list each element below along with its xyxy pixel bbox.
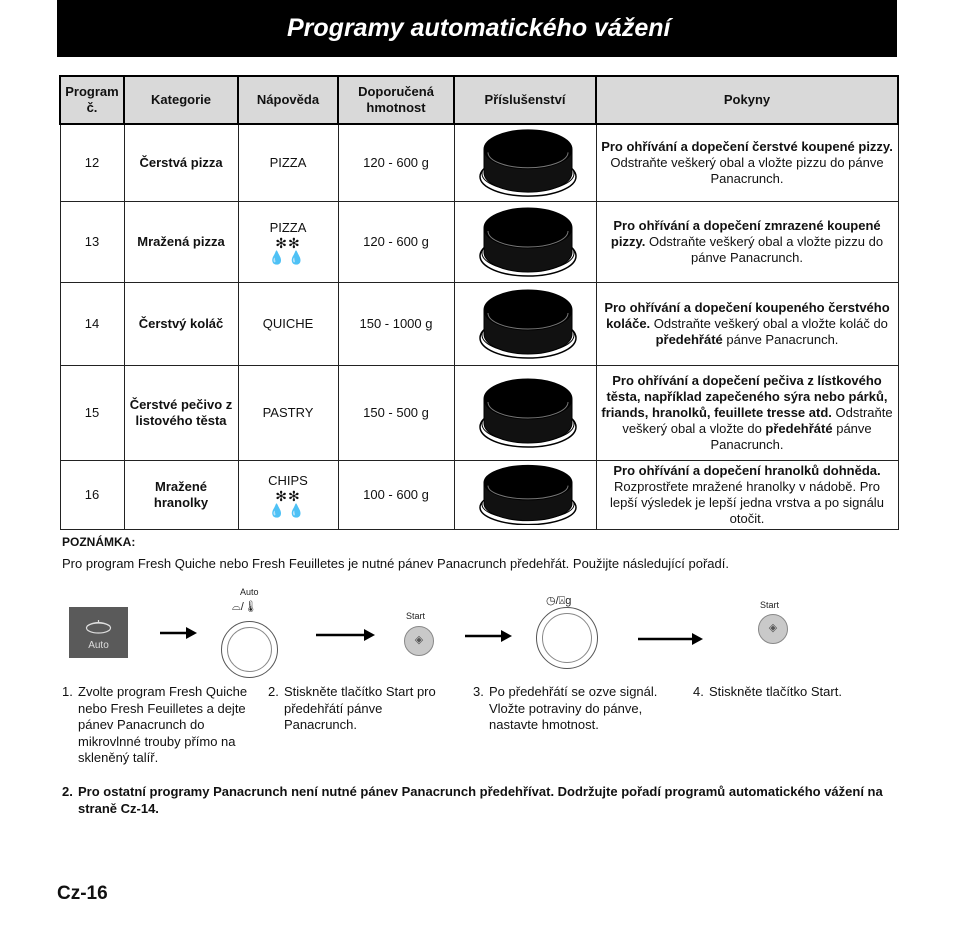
category: Čerstvý koláč bbox=[124, 283, 238, 366]
note-number: 2. bbox=[62, 784, 73, 799]
start-icon: ◈ bbox=[768, 622, 778, 634]
accessory-cell bbox=[454, 124, 596, 202]
dial-knob-right[interactable] bbox=[536, 607, 598, 669]
hint: PASTRY bbox=[238, 366, 338, 461]
weight: 150 - 500 g bbox=[338, 366, 454, 461]
instr-bold: Pro ohřívání a dopečení koupeného čerstvého koláče. bbox=[604, 300, 890, 331]
panacrunch-pan-icon bbox=[458, 461, 598, 525]
snowflake-icon: ✻✻ bbox=[275, 235, 301, 251]
instr-bold: Pro ohřívání a dopečení pečiva z lístkového těsta, například zapečeného sýra nebo párků, friands, hranolků, feuillete tresse atd. bbox=[601, 373, 888, 420]
program-number: 15 bbox=[60, 366, 124, 461]
instructions bbox=[596, 461, 898, 530]
step-number: 4. bbox=[693, 684, 704, 699]
accessory-cell bbox=[454, 366, 596, 461]
arrow-icon bbox=[638, 631, 704, 647]
table-row bbox=[60, 366, 898, 461]
accessory-cell bbox=[454, 283, 596, 366]
header-hint bbox=[238, 76, 338, 124]
category: Mražená pizza bbox=[124, 202, 238, 283]
second-note bbox=[62, 783, 902, 817]
category: Mražené hranolky bbox=[124, 461, 238, 530]
category: Čerstvá pizza bbox=[124, 124, 238, 202]
step-4 bbox=[693, 684, 893, 701]
header-label: Příslušenství bbox=[484, 92, 566, 107]
instr-text: Rozprostřete mražené hranolky v nádobě. Pro lepší výsledek je lepší jedna vrstva a po signálu otočit. bbox=[610, 479, 884, 526]
table-row bbox=[60, 461, 898, 530]
instr-bold: Pro ohřívání a dopečení zmrazené koupené pizzy. bbox=[610, 218, 881, 249]
weight-temp-icon: ⌓/🌡 bbox=[232, 601, 258, 613]
drop-icon: 💧💧 bbox=[268, 503, 308, 518]
program-number: 14 bbox=[60, 283, 124, 366]
hint: PIZZA bbox=[269, 220, 307, 235]
arrow-icon bbox=[465, 628, 513, 644]
arrow-icon bbox=[316, 627, 376, 643]
dial-auto-label: Auto bbox=[240, 587, 259, 597]
step-2 bbox=[268, 684, 458, 734]
table-row bbox=[60, 283, 898, 366]
header-instructions bbox=[596, 76, 898, 124]
program-number: 16 bbox=[60, 461, 124, 530]
weight: 120 - 600 g bbox=[338, 124, 454, 202]
panacrunch-pan-icon bbox=[458, 125, 598, 197]
note-text: Pro ostatní programy Panacrunch není nutné pánev Panacrunch předehřívat. Dodržujte pořadí programů automatického vážení na straně Cz-14. bbox=[78, 784, 883, 816]
step-text: Stiskněte tlačítko Start pro předehřátí pánve Panacrunch. bbox=[284, 684, 436, 732]
step-text: Zvolte program Fresh Quiche nebo Fresh Feuilletes a dejte pánev Panacrunch do mikrovlnné trouby přímo na skleněný talíř. bbox=[78, 684, 248, 765]
dish-icon bbox=[69, 611, 128, 641]
instructions bbox=[596, 202, 898, 283]
hint: PIZZA bbox=[238, 124, 338, 202]
arrow-icon bbox=[160, 625, 198, 641]
weight: 150 - 1000 g bbox=[338, 283, 454, 366]
step-3 bbox=[473, 684, 663, 734]
drop-icon: 💧💧 bbox=[268, 250, 308, 265]
snowflake-icon: ✻✻ bbox=[275, 488, 301, 504]
hint: QUICHE bbox=[238, 283, 338, 366]
start-label: Start bbox=[760, 600, 780, 610]
weight: 120 - 600 g bbox=[338, 202, 454, 283]
page-title: Programy automatického vážení bbox=[287, 14, 671, 42]
header-label: Kategorie bbox=[151, 92, 211, 107]
start-button[interactable] bbox=[758, 614, 788, 644]
note-text: Pro program Fresh Quiche nebo Fresh Feuilletes je nutné pánev Panacrunch předehřát. Použijte následující pořadí. bbox=[62, 556, 729, 571]
header-label: Program č. bbox=[65, 84, 119, 115]
hint-cell bbox=[238, 202, 338, 283]
hint: CHIPS bbox=[268, 473, 308, 488]
table-row bbox=[60, 202, 898, 283]
program-number: 12 bbox=[60, 124, 124, 202]
page-number: Cz-16 bbox=[57, 883, 108, 904]
instr-bold: Pro ohřívání a dopečení čerstvé koupené pizzy. bbox=[601, 139, 893, 154]
category: Čerstvé pečivo z listového těsta bbox=[124, 366, 238, 461]
instr-text: Odstraňte veškerý obal a vložte pizzu do pánve Panacrunch. bbox=[610, 155, 884, 186]
table-header-row bbox=[60, 76, 898, 124]
instr-bold: Pro ohřívání a dopečení hranolků dohněda. bbox=[613, 463, 881, 478]
weight: 100 - 600 g bbox=[338, 461, 454, 530]
step-text: Po předehřátí se ozve signál. Vložte potraviny do pánve, nastavte hmotnost. bbox=[489, 684, 658, 732]
auto-button[interactable] bbox=[69, 607, 128, 658]
dial-knob-left[interactable] bbox=[221, 621, 278, 678]
instructions bbox=[596, 283, 898, 366]
panacrunch-pan-icon bbox=[458, 366, 598, 456]
table-row bbox=[60, 124, 898, 202]
title-banner bbox=[57, 0, 897, 57]
note-label: POZNÁMKA: bbox=[62, 535, 136, 549]
instructions bbox=[596, 124, 898, 202]
header-category bbox=[124, 76, 238, 124]
instr-text: pánve Panacrunch. bbox=[722, 332, 839, 347]
instr-bold: předehřáté bbox=[765, 421, 833, 436]
program-number: 13 bbox=[60, 202, 124, 283]
step-number: 2. bbox=[268, 684, 279, 699]
instr-text: Odstraňte veškerý obal a vložte pizzu do pánve Panacrunch. bbox=[645, 234, 884, 265]
step-1 bbox=[62, 684, 248, 767]
instr-bold: předehřáté bbox=[655, 332, 723, 347]
auto-button-label: Auto bbox=[88, 640, 109, 651]
timer-weight-icon: ◷/⍓g bbox=[546, 595, 572, 607]
start-button[interactable] bbox=[404, 626, 434, 656]
header-accessory bbox=[454, 76, 596, 124]
hint-cell bbox=[238, 461, 338, 530]
header-label: Nápověda bbox=[256, 92, 320, 107]
header-weight bbox=[338, 76, 454, 124]
programs-table bbox=[59, 75, 899, 530]
panacrunch-pan-icon bbox=[458, 202, 598, 278]
start-icon: ◈ bbox=[414, 634, 424, 646]
instr-text: pánve Panacrunch. bbox=[710, 421, 872, 452]
step-text: Stiskněte tlačítko Start. bbox=[709, 684, 842, 699]
instructions bbox=[596, 366, 898, 461]
start-label: Start bbox=[406, 611, 426, 621]
accessory-cell bbox=[454, 202, 596, 283]
panacrunch-pan-icon bbox=[458, 283, 598, 361]
header-label: Pokyny bbox=[723, 92, 771, 107]
step-number: 3. bbox=[473, 684, 484, 699]
step-number: 1. bbox=[62, 684, 73, 699]
header-label: Doporučená hmotnost bbox=[358, 84, 434, 115]
accessory-cell bbox=[454, 461, 596, 530]
instr-text: Odstraňte veškerý obal a vložte do bbox=[622, 405, 893, 436]
instr-text: Odstraňte veškerý obal a vložte koláč do bbox=[650, 316, 888, 331]
header-program bbox=[60, 76, 124, 124]
